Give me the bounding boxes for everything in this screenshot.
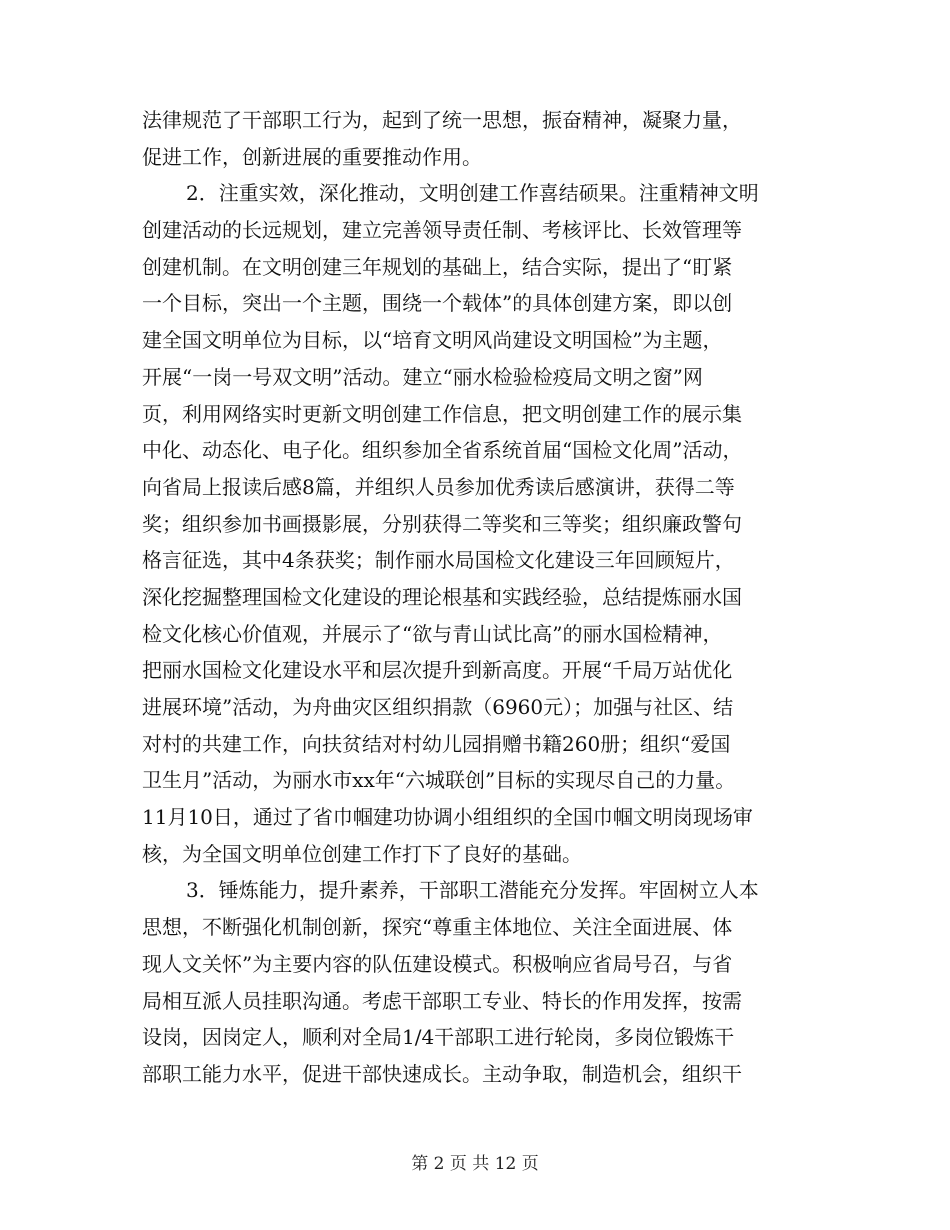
text-line: 思想，不断强化机制创新，探究“尊重主体地位、关注全面进展、体: [142, 915, 733, 940]
text-line: 建全国文明单位为目标，以“培育文明风尚建设文明国检”为主题，: [142, 328, 723, 353]
page-number-footer: 第 2 页 共 12 页: [411, 1154, 539, 1174]
text-line: 对村的共建工作，向扶贫结对村幼儿园捐赠书籍260册；组织“爱国: [142, 731, 731, 756]
text-line: 向省局上报读后感8篇，并组织人员参加优秀读后感演讲，获得二等: [142, 474, 735, 499]
text-line: 中化、动态化、电子化。组织参加全省系统首届“国检文化周”活动，: [142, 438, 743, 463]
text-line: 促进工作，创新进展的重要推动作用。: [142, 144, 482, 169]
text-line: 现人文关怀”为主要内容的队伍建设模式。积极响应省局号召，与省: [142, 951, 733, 976]
text-line: 3．锤炼能力，提升素养，干部职工潜能充分发挥。牢固树立人本: [186, 878, 759, 903]
text-line: 页，利用网络实时更新文明创建工作信息，把文明创建工作的展示集: [142, 401, 742, 426]
text-line: 创建活动的长远规划，建立完善领导责任制、考核评比、长效管理等: [142, 218, 742, 243]
text-line: 进展环境”活动，为舟曲灾区组织捐款（6960元）；加强与社区、结: [142, 695, 734, 719]
text-line: 格言征选，其中4条获奖；制作丽水局国检文化建设三年回顾短片，: [142, 548, 735, 573]
text-line: 法律规范了干部职工行为，起到了统一思想，振奋精神，凝聚力量，: [142, 108, 742, 132]
body-text: [142, 102, 832, 1093]
text-line: 奖；组织参加书画摄影展，分别获得二等奖和三等奖；组织廉政警句: [142, 511, 742, 536]
text-line: 部职工能力水平，促进干部快速成长。主动争取，制造机会，组织干: [142, 1061, 742, 1086]
text-line: 一个目标，突出一个主题，围绕一个载体”的具体创建方案，即以创: [142, 291, 733, 316]
text-line: 卫生月”活动，为丽水市xx年“六城联创”目标的实现尽自己的力量。: [142, 768, 736, 793]
text-line: 把丽水国检文化建设水平和层次提升到新高度。开展“千局万站优化: [142, 658, 733, 683]
text-line: 深化挖掘整理国检文化建设的理论根基和实践经验，总结提炼丽水国: [142, 584, 742, 609]
text-line: 检文化核心价值观，并展示了“欲与青山试比高”的丽水国检精神，: [142, 621, 723, 646]
text-line: 2．注重实效，深化推动，文明创建工作喜结硕果。注重精神文明: [186, 181, 759, 206]
text-line: 创建机制。在文明创建三年规划的基础上，结合实际，提出了“盯紧: [142, 254, 733, 279]
text-line: 设岗，因岗定人，顺利对全局1/4干部职工进行轮岗，多岗位锻炼干: [142, 1025, 735, 1050]
text-line: 核，为全国文明单位创建工作打下了良好的基础。: [142, 841, 582, 866]
text-line: 11月10日，通过了省巾帼建功协调小组组织的全国巾帼文明岗现场审: [142, 805, 753, 830]
text-line: 开展“一岗一号双文明”活动。建立“丽水检验检疫局文明之窗”网: [142, 364, 703, 389]
text-line: 局相互派人员挂职沟通。考虑干部职工专业、特长的作用发挥，按需: [142, 988, 742, 1013]
